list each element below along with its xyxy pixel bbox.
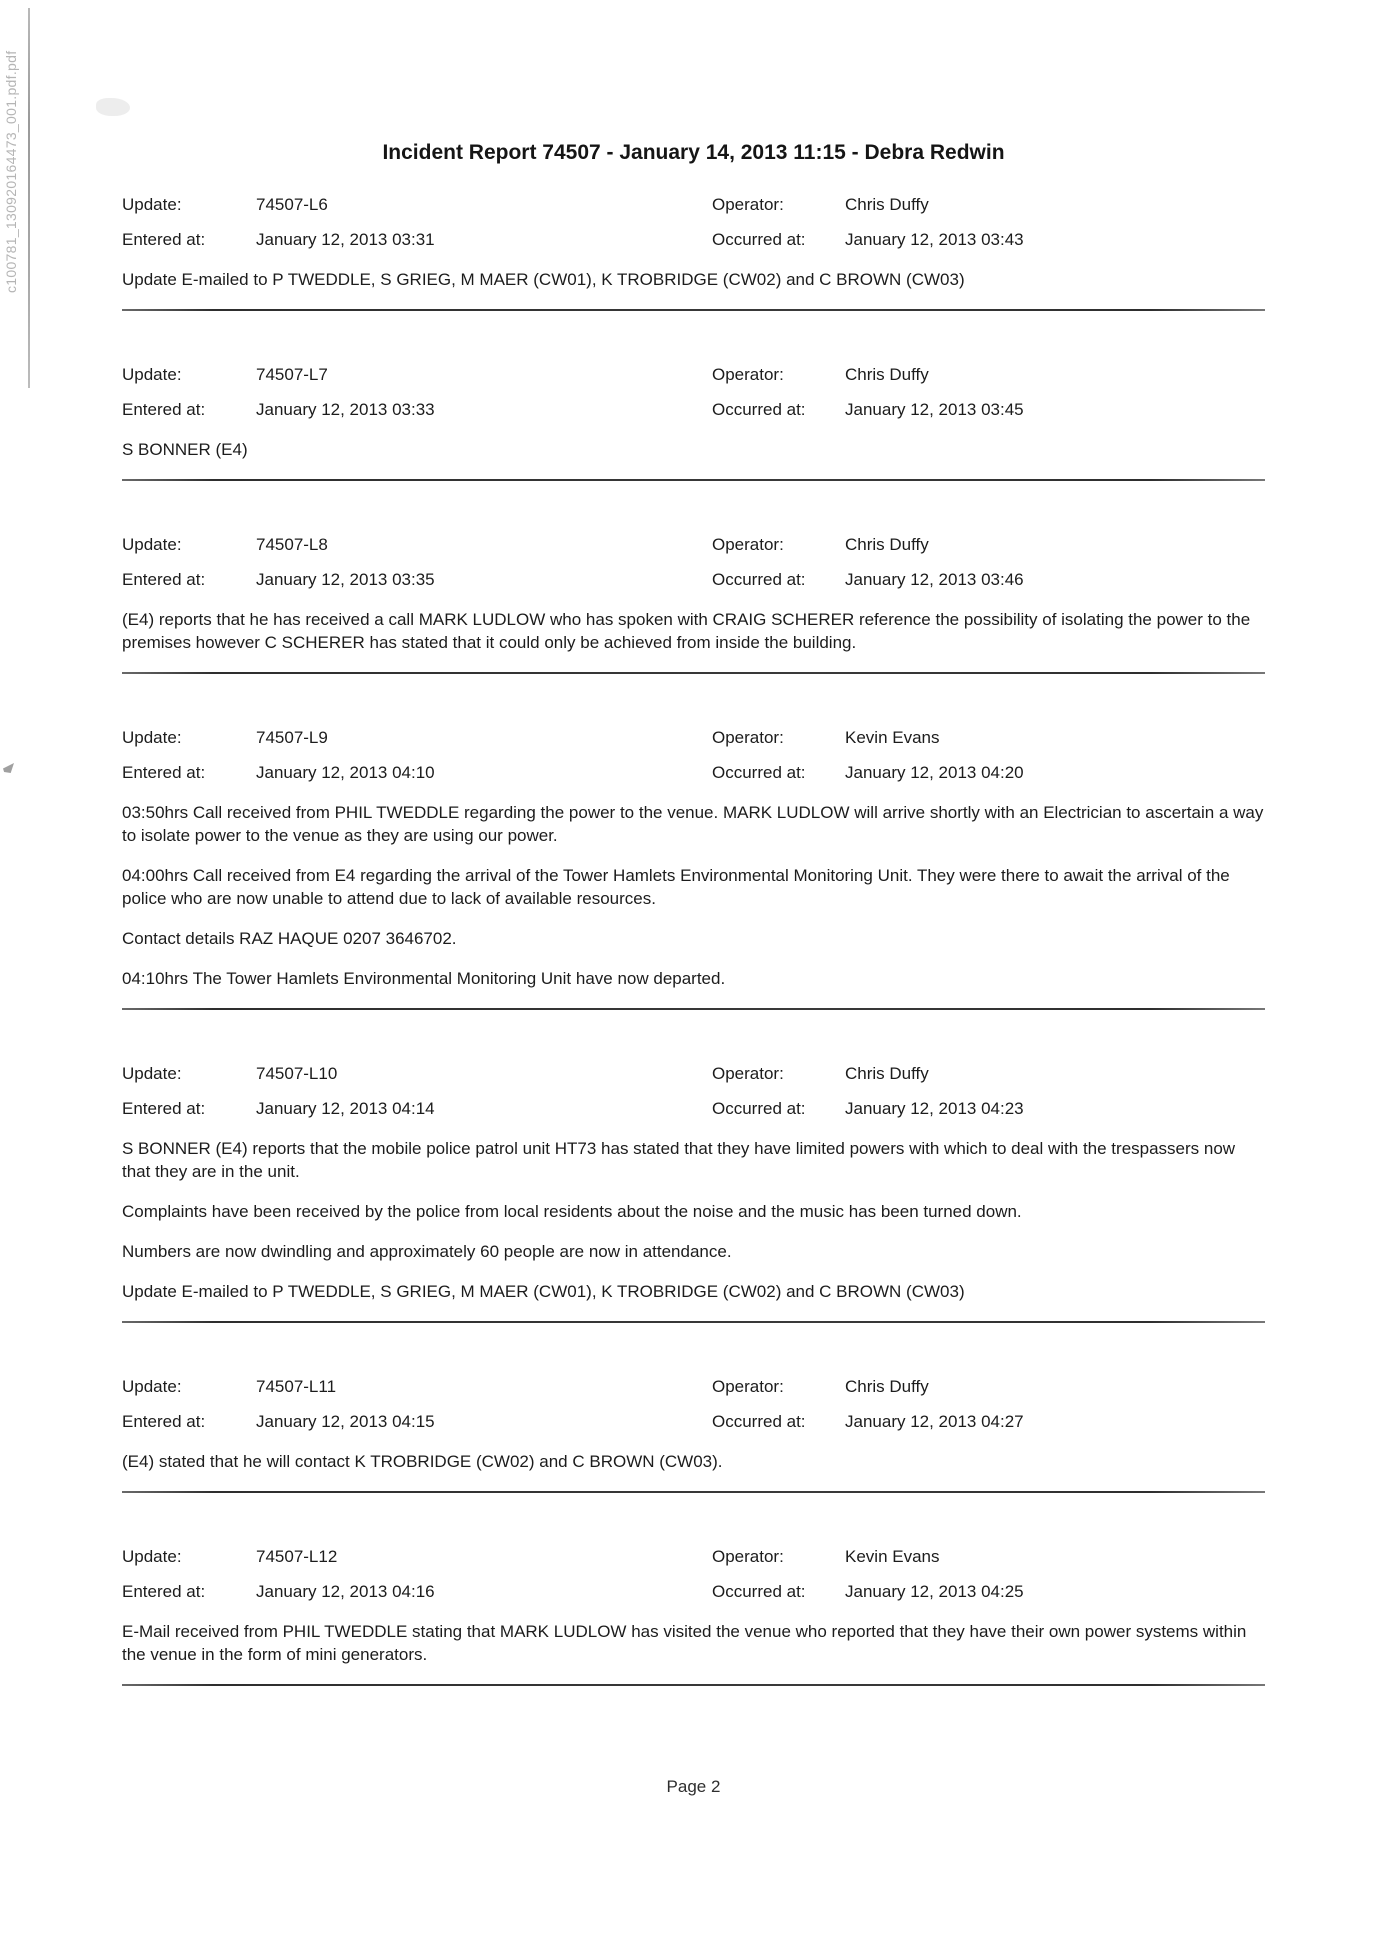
occurred-at-field-label: Occurred at: <box>712 400 806 419</box>
update-block <box>122 193 1265 311</box>
occurred-at-field-label: Occurred at: <box>712 1099 806 1118</box>
update-block <box>122 1545 1265 1686</box>
update-timestamp-row <box>122 1580 1265 1603</box>
update-id-value: 74507-L7 <box>256 365 328 384</box>
entered-at-field-label: Entered at: <box>122 1582 206 1601</box>
update-field-label: Update: <box>122 728 182 747</box>
occurred-at-field-label: Occurred at: <box>712 570 806 589</box>
update-timestamp-row <box>122 568 1265 591</box>
update-id-value: 74507-L9 <box>256 728 328 747</box>
update-field-label: Update: <box>122 1377 182 1396</box>
update-body-paragraph: (E4) reports that he has received a call MARK LUDLOW who has spoken with CRAIG SCHERER reference the possibility of isolating the power to the premises however C SCHERER has stated that it could only be achieved from inside the building. <box>122 610 1251 652</box>
occurred-at-field-label: Occurred at: <box>712 230 806 249</box>
update-timestamp-row <box>122 1097 1265 1120</box>
section-divider <box>122 1008 1265 1010</box>
operator-field-label: Operator: <box>712 1377 784 1396</box>
operator-field-label: Operator: <box>712 365 784 384</box>
entered-at-value: January 12, 2013 04:15 <box>256 1412 435 1431</box>
operator-value: Chris Duffy <box>845 195 929 214</box>
update-id-value: 74507-L6 <box>256 195 328 214</box>
update-body-paragraph: Numbers are now dwindling and approximately 60 people are now in attendance. <box>122 1242 732 1261</box>
occurred-at-value: January 12, 2013 04:20 <box>845 763 1024 782</box>
occurred-at-value: January 12, 2013 04:27 <box>845 1412 1024 1431</box>
update-body-paragraph: E-Mail received from PHIL TWEDDLE stating that MARK LUDLOW has visited the venue who reported that they have their own power systems within the venue in the form of mini generators. <box>122 1622 1247 1664</box>
update-field-label: Update: <box>122 365 182 384</box>
occurred-at-value: January 12, 2013 03:45 <box>845 400 1024 419</box>
update-body <box>122 1137 1265 1303</box>
operator-field-label: Operator: <box>712 535 784 554</box>
update-field-label: Update: <box>122 1064 182 1083</box>
update-id-value: 74507-L8 <box>256 535 328 554</box>
entered-at-field-label: Entered at: <box>122 230 206 249</box>
update-id-value: 74507-L10 <box>256 1064 338 1083</box>
update-body-paragraph: (E4) stated that he will contact K TROBRIDGE (CW02) and C BROWN (CW03). <box>122 1452 723 1471</box>
update-field-label: Update: <box>122 1547 182 1566</box>
update-header-row <box>122 193 1265 216</box>
update-body <box>122 1450 1265 1473</box>
occurred-at-value: January 12, 2013 03:43 <box>845 230 1024 249</box>
occurred-at-field-label: Occurred at: <box>712 1582 806 1601</box>
section-divider <box>122 1321 1265 1323</box>
update-id-value: 74507-L11 <box>256 1377 337 1396</box>
operator-value: Chris Duffy <box>845 1064 929 1083</box>
update-block <box>122 1375 1265 1493</box>
update-body-paragraph: 04:00hrs Call received from E4 regarding the arrival of the Tower Hamlets Environmental Monitoring Unit. They were there to await the arrival of the police who are now unable to attend due to lack of available resources. <box>122 866 1230 908</box>
entered-at-field-label: Entered at: <box>122 1099 206 1118</box>
update-body <box>122 268 1265 291</box>
operator-field-label: Operator: <box>712 1547 784 1566</box>
update-body-paragraph: Update E-mailed to P TWEDDLE, S GRIEG, M MAER (CW01), K TROBRIDGE (CW02) and C BROWN (CW03) <box>122 1282 965 1301</box>
sidebar-filename-label: c100781_130920164473_001.pdf.pdf <box>3 50 19 293</box>
entered-at-field-label: Entered at: <box>122 763 206 782</box>
occurred-at-field-label: Occurred at: <box>712 763 806 782</box>
update-body-paragraph: Contact details RAZ HAQUE 0207 3646702. <box>122 929 457 948</box>
updates-list <box>122 193 1265 1686</box>
section-divider <box>122 479 1265 481</box>
operator-value: Chris Duffy <box>845 535 929 554</box>
operator-value: Chris Duffy <box>845 1377 929 1396</box>
operator-value: Chris Duffy <box>845 365 929 384</box>
update-header-row <box>122 363 1265 386</box>
update-id-value: 74507-L12 <box>256 1547 338 1566</box>
entered-at-field-label: Entered at: <box>122 570 206 589</box>
update-body-paragraph: 04:10hrs The Tower Hamlets Environmental Monitoring Unit have now departed. <box>122 969 726 988</box>
update-header-row <box>122 533 1265 556</box>
update-block <box>122 363 1265 481</box>
operator-value: Kevin Evans <box>845 728 940 747</box>
update-block <box>122 533 1265 674</box>
entered-at-value: January 12, 2013 04:16 <box>256 1582 435 1601</box>
update-body <box>122 801 1265 990</box>
entered-at-field-label: Entered at: <box>122 400 206 419</box>
scan-margin-line <box>28 8 30 388</box>
operator-field-label: Operator: <box>712 195 784 214</box>
update-timestamp-row <box>122 398 1265 421</box>
update-body-paragraph: Update E-mailed to P TWEDDLE, S GRIEG, M MAER (CW01), K TROBRIDGE (CW02) and C BROWN (CW03) <box>122 270 965 289</box>
update-body <box>122 1620 1265 1666</box>
update-header-row <box>122 1375 1265 1398</box>
operator-field-label: Operator: <box>712 728 784 747</box>
update-body-paragraph: S BONNER (E4) reports that the mobile police patrol unit HT73 has stated that they have limited powers with which to deal with the trespassers now that they are in the unit. <box>122 1139 1236 1181</box>
section-divider <box>122 309 1265 311</box>
update-body <box>122 608 1265 654</box>
update-body-paragraph: S BONNER (E4) <box>122 440 248 459</box>
update-field-label: Update: <box>122 195 182 214</box>
entered-at-value: January 12, 2013 04:10 <box>256 763 435 782</box>
update-body-paragraph: Complaints have been received by the police from local residents about the noise and the music has been turned down. <box>122 1202 1022 1221</box>
scan-artifact-mark <box>3 763 14 773</box>
report-content <box>122 0 1265 1797</box>
section-divider <box>122 672 1265 674</box>
update-timestamp-row <box>122 1410 1265 1433</box>
update-timestamp-row <box>122 761 1265 784</box>
update-block <box>122 1062 1265 1323</box>
entered-at-value: January 12, 2013 04:14 <box>256 1099 435 1118</box>
entered-at-value: January 12, 2013 03:31 <box>256 230 435 249</box>
update-timestamp-row <box>122 228 1265 251</box>
occurred-at-field-label: Occurred at: <box>712 1412 806 1431</box>
update-header-row <box>122 726 1265 749</box>
update-block <box>122 726 1265 1010</box>
occurred-at-value: January 12, 2013 04:25 <box>845 1582 1024 1601</box>
section-divider <box>122 1491 1265 1493</box>
occurred-at-value: January 12, 2013 03:46 <box>845 570 1024 589</box>
update-field-label: Update: <box>122 535 182 554</box>
entered-at-value: January 12, 2013 03:35 <box>256 570 435 589</box>
entered-at-value: January 12, 2013 03:33 <box>256 400 435 419</box>
entered-at-field-label: Entered at: <box>122 1412 206 1431</box>
page-title: Incident Report 74507 - January 14, 2013 11:15 - Debra Redwin <box>382 141 1005 164</box>
update-header-row <box>122 1545 1265 1568</box>
section-divider <box>122 1684 1265 1686</box>
update-body-paragraph: 03:50hrs Call received from PHIL TWEDDLE regarding the power to the venue. MARK LUDLOW will arrive shortly with an Electrician to ascertain a way to isolate power to the venue as they are using our power. <box>122 803 1264 845</box>
update-body <box>122 438 1265 461</box>
update-header-row <box>122 1062 1265 1085</box>
operator-value: Kevin Evans <box>845 1547 940 1566</box>
occurred-at-value: January 12, 2013 04:23 <box>845 1099 1024 1118</box>
operator-field-label: Operator: <box>712 1064 784 1083</box>
page-number: Page 2 <box>666 1777 721 1796</box>
